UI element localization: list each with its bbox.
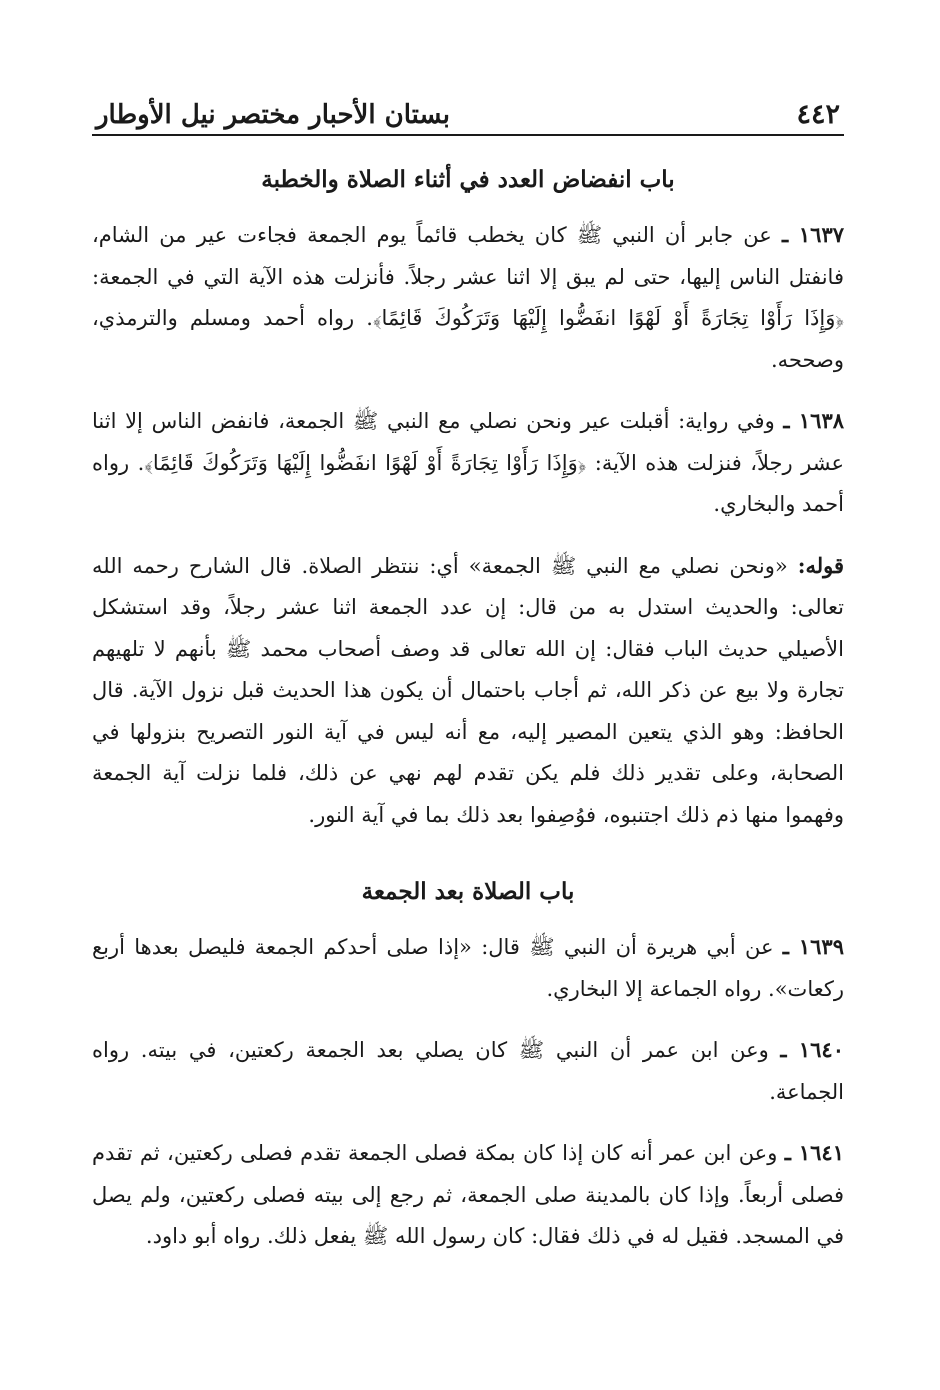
commentary-label: قوله:	[797, 552, 844, 578]
commentary-text: «ونحن نصلي مع النبي ﷺ الجمعة» أي: ننتظر الصلاة. قال الشارح رحمه الله تعالى: والحديث استدل به من قال: إن عدد الجمعة اثنا عشر رجلاً، وقد استشكل الأصيلي حديث الباب فقال: إن الله تعالى قد وصف أصحاب محمد ﷺ بأنهم لا تلهيهم تجارة ولا بيع عن ذكر الله، ثم أجاب باحتمال أن يكون هذا الحديث قبل نزول الآية. قال الحافظ: وهو الذي يتعين المصير إليه، مع أنه ليس في آية النور التصريح بنزولها في الصحابة، وعلى تقدير ذلك فلم يكن تقدم لهم نهي عن ذلك، فلما نزلت آية الجمعة وفهموا منها ذم ذلك اجتنبوه، فوُصِفوا بعد ذلك بما في آية النور.	[92, 553, 844, 827]
hadith-paragraph	[92, 214, 844, 381]
chapter-heading: باب انفضاض العدد في أثناء الصلاة والخطبة	[261, 166, 675, 193]
book-page	[92, 78, 844, 1258]
book-title: بستان الأحبار مختصر نيل الأوطار	[96, 100, 450, 130]
hadith-text: عن جابر أن النبي ﷺ كان يخطب قائماً يوم الجمعة فجاءت عير من الشام، فانفتل الناس إليها، حتى لم يبق إلا اثنا عشر رجلاً. فأنزلت هذه الآية التي في الجمعة: ﴿وَإِذَا رَأَوْا تِجَارَةً أَوْ لَهْوًا انفَضُّوا إِلَيْهَا وَتَرَكُوكَ قَائِمًا﴾. رواه أحمد ومسلم والترمذي، وصححه.	[92, 223, 844, 372]
hadith-text: وفي رواية: أقبلت عير ونحن نصلي مع النبي ﷺ الجمعة، فانفض الناس إلا اثنا عشر رجلاً، فنزلت هذه الآية: ﴿وَإِذَا رَأَوْا تِجَارَةً أَوْ لَهْوًا انفَضُّوا إِلَيْهَا وَتَرَكُوكَ قَائِمًا﴾. رواه أحمد والبخاري.	[92, 409, 844, 516]
page-number: ٤٤٢	[796, 99, 840, 130]
hadith-number: ١٦٣٧ ـ	[781, 222, 845, 247]
hadith-paragraph	[92, 1029, 844, 1113]
hadith-number: ١٦٣٩ ـ	[782, 934, 844, 959]
hadith-number: ١٦٤٠ ـ	[780, 1037, 844, 1062]
commentary-paragraph	[92, 545, 844, 837]
chapter-heading: باب الصلاة بعد الجمعة	[361, 878, 575, 905]
hadith-number: ١٦٣٨ ـ	[783, 408, 845, 433]
hadith-text: عن أبي هريرة أن النبي ﷺ قال: «إذا صلى أحدكم الجمعة فليصل بعدها أربع ركعات». رواه الجماعة إلا البخاري.	[92, 935, 844, 1001]
hadith-paragraph	[92, 400, 844, 526]
hadith-text: وعن ابن عمر أن النبي ﷺ كان يصلي بعد الجمعة ركعتين، في بيته. رواه الجماعة.	[92, 1038, 844, 1104]
hadith-text: وعن ابن عمر أنه كان إذا كان بمكة فصلى الجمعة تقدم فصلى ركعتين، ثم تقدم فصلى أربعاً. وإذا كان بالمدينة صلى الجمعة، ثم رجع إلى بيته فصلى ركعتين، ولم يصل في المسجد. فقيل له في ذلك فقال: كان رسول الله ﷺ يفعل ذلك. رواه أبو داود.	[92, 1141, 844, 1248]
page-header	[92, 78, 844, 136]
hadith-number: ١٦٤١ ـ	[784, 1140, 844, 1165]
hadith-paragraph	[92, 1132, 844, 1258]
hadith-paragraph	[92, 926, 844, 1010]
